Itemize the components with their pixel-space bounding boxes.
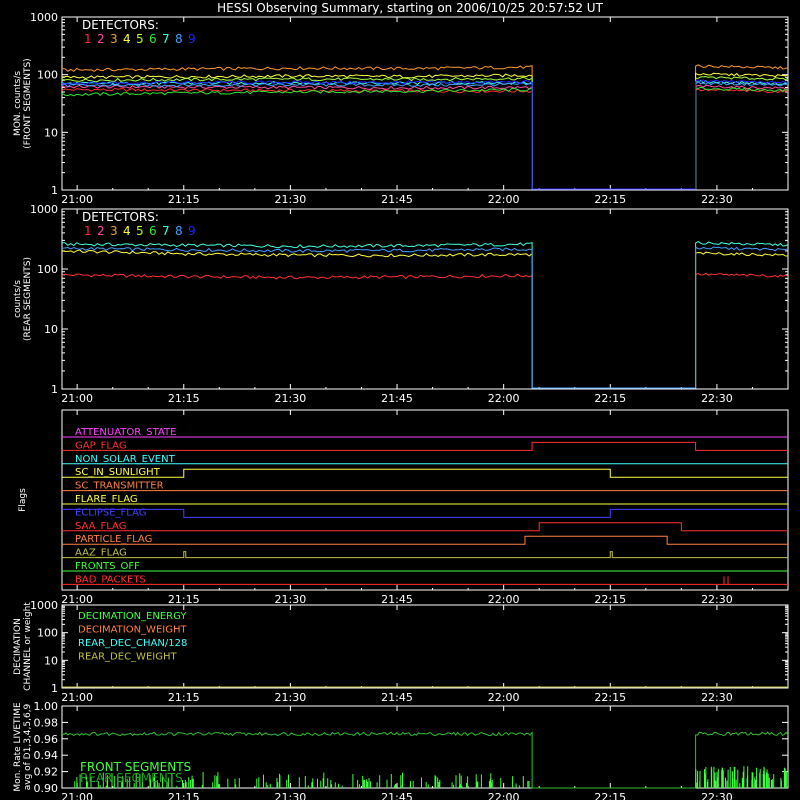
- legend-detector-label: 8: [175, 224, 183, 238]
- series-line-detector-1: [62, 88, 788, 189]
- series-line-detector-4: [62, 250, 788, 388]
- y-axis-label-line: (REAR SEGMENTS): [23, 256, 33, 342]
- flag-label: ECLIPSE_FLAG: [75, 507, 147, 519]
- x-tick-label: 21:30: [274, 392, 307, 405]
- y-axis-label: [13, 702, 33, 792]
- decimation-legend-label: DECIMATION_ENERGY: [78, 611, 187, 622]
- flag-label: SC_IN_SUNLIGHT: [75, 467, 160, 479]
- legend-title: DETECTORS:: [82, 18, 159, 32]
- chart-title: HESSI Observing Summary, starting on 2006/10/25 20:57:52 UT: [217, 1, 603, 15]
- decimation-legend-label: REAR_DEC_CHAN/128: [78, 638, 188, 649]
- series-line-detector-6: [62, 87, 788, 189]
- flag-label: AAZ_FLAG: [75, 547, 127, 559]
- x-tick-label: 22:30: [701, 193, 733, 206]
- x-tick-label: 22:30: [701, 691, 733, 704]
- x-tick-label: 22:00: [487, 193, 520, 206]
- legend-detector-label: 7: [162, 32, 170, 46]
- livetime-legend-label: FRONT SEGMENTS: [80, 760, 192, 774]
- x-tick-label: 21:00: [61, 593, 93, 606]
- x-tick-label: 21:30: [274, 593, 307, 606]
- y-axis-label-line: CHANNEL or weight: [23, 602, 33, 691]
- series-line-detector-1: [62, 273, 788, 388]
- y-axis-label: [13, 58, 33, 148]
- flag-line: [62, 469, 788, 477]
- legend-detector-label: 5: [136, 224, 144, 238]
- legend-detector-label: 6: [149, 224, 157, 238]
- x-tick-label: 22:30: [701, 392, 733, 405]
- y-axis-label-line: counts/s: [13, 280, 23, 318]
- legend-detector-label: 4: [123, 224, 131, 238]
- y-tick-label: 100: [37, 263, 58, 276]
- x-tick-label: 21:00: [61, 691, 93, 704]
- legend-detector-label: 2: [97, 32, 105, 46]
- y-tick-label: 10: [44, 654, 58, 668]
- flag-label: FRONTS_OFF: [75, 561, 140, 572]
- y-tick-label: 100: [37, 626, 58, 640]
- flag-line: [62, 536, 788, 544]
- x-tick-label: 22:15: [594, 791, 627, 800]
- legend-detector-label: 8: [175, 32, 183, 46]
- y-tick-label: 10: [44, 323, 58, 336]
- flag-line: [62, 442, 788, 450]
- series-line-detector-2: [62, 85, 788, 189]
- y-axis-label-line: avg of D1,3,4,5,6,9: [23, 703, 33, 791]
- legend-detector-label: 5: [136, 32, 144, 46]
- legend-title: DETECTORS:: [82, 210, 159, 224]
- y-tick-label: 0.90: [33, 782, 58, 795]
- flag-line: [62, 552, 788, 558]
- x-tick-label: 21:45: [381, 691, 413, 704]
- y-axis-label: [13, 602, 33, 691]
- series-line-detector-8: [62, 247, 788, 388]
- y-tick-label: 100: [37, 68, 58, 82]
- legend-detector-label: 9: [188, 32, 196, 46]
- x-tick-label: 21:30: [274, 791, 307, 800]
- y-tick-label: 0.98: [33, 716, 58, 730]
- legend-detector-label: 3: [110, 32, 118, 46]
- x-tick-label: 22:15: [594, 193, 627, 206]
- x-tick-label: 22:00: [487, 593, 520, 606]
- y-axis-label: [18, 488, 28, 512]
- y-tick-label: 10: [44, 126, 58, 140]
- x-tick-label: 22:30: [701, 791, 733, 800]
- series-line-detector-3: [62, 65, 788, 189]
- x-tick-label: 21:45: [381, 193, 413, 206]
- y-axis-label-line: Mon. Rate LIVETIME: [13, 702, 23, 792]
- y-tick-label: 0.94: [33, 749, 58, 763]
- panel-frame: [62, 209, 788, 389]
- series-line-detector-7: [62, 242, 788, 388]
- series-line-detector-7: [62, 81, 788, 189]
- y-tick-label: 1000: [30, 11, 58, 24]
- flag-label: SAA_FLAG: [75, 520, 127, 532]
- panel-text: [13, 11, 733, 800]
- x-tick-label: 21:00: [61, 193, 93, 206]
- panel-frame: [62, 17, 788, 190]
- x-tick-label: 21:45: [381, 392, 413, 405]
- x-tick-label: 22:00: [487, 791, 520, 800]
- series-line-detector-8: [62, 82, 788, 189]
- series-line-detector-9: [62, 80, 788, 189]
- legend-detector-label: 3: [110, 224, 118, 238]
- flag-label: NON_SOLAR_EVENT: [75, 453, 175, 465]
- x-tick-label: 22:00: [487, 392, 520, 405]
- x-tick-label: 21:15: [167, 791, 200, 800]
- x-tick-label: 22:15: [594, 593, 627, 606]
- x-tick-label: 21:45: [381, 593, 413, 606]
- x-tick-label: 21:15: [167, 593, 200, 606]
- x-tick-label: 22:15: [594, 392, 627, 405]
- flag-line: [62, 509, 788, 517]
- x-tick-label: 22:15: [594, 691, 627, 704]
- legend-detector-label: 2: [97, 224, 105, 238]
- x-tick-label: 21:15: [167, 691, 200, 704]
- legend-detector-label: 6: [149, 32, 157, 46]
- legend-detector-label: 1: [84, 224, 92, 238]
- legend-detector-label: 9: [188, 224, 196, 238]
- y-axis-label-line: Flags: [18, 488, 28, 512]
- y-tick-label: 1: [51, 682, 58, 695]
- y-tick-label: 0.96: [33, 732, 58, 746]
- flag-label: ATTENUATOR_STATE: [75, 427, 177, 438]
- x-tick-label: 21:15: [167, 392, 200, 405]
- series-line-detector-5: [62, 77, 788, 189]
- y-tick-label: 1000: [30, 599, 58, 612]
- y-tick-label: 1.00: [33, 700, 58, 713]
- x-tick-label: 21:00: [61, 392, 93, 405]
- y-axis-label: [13, 257, 33, 341]
- y-tick-label: 0.92: [33, 765, 58, 779]
- y-tick-label: 1: [51, 184, 58, 197]
- y-tick-label: 1000: [30, 203, 58, 216]
- x-tick-label: 21:30: [274, 691, 307, 704]
- flag-label: SC_TRANSMITTER: [75, 480, 164, 492]
- x-tick-label: 21:15: [167, 193, 200, 206]
- flag-label: FLARE_FLAG: [75, 494, 138, 505]
- legend-detector-label: 4: [123, 32, 131, 46]
- flag-label: PARTICLE_FLAG: [75, 534, 153, 546]
- flag-line: [62, 520, 788, 532]
- y-axis-label-line: (FRONT SEGMENTS): [23, 58, 33, 149]
- livetime-legend-label: REAR SEGMENTS: [80, 771, 183, 785]
- x-tick-label: 22:30: [701, 593, 733, 606]
- flag-label: BAD_PACKETS: [75, 574, 146, 586]
- flag-line: [62, 576, 788, 584]
- y-axis-label-line: MON. counts/s: [13, 70, 23, 137]
- y-axis-label-line: DECIMATION: [13, 618, 23, 675]
- x-tick-label: 21:30: [274, 193, 307, 206]
- legend-detector-label: 7: [162, 224, 170, 238]
- flag-label: GAP_FLAG: [75, 440, 127, 452]
- decimation-legend-label: DECIMATION_WEIGHT: [78, 624, 187, 636]
- y-tick-label: 1: [51, 383, 58, 396]
- decimation-legend-label: REAR_DEC_WEIGHT: [78, 651, 177, 663]
- legend-detector-label: 1: [84, 32, 92, 46]
- x-tick-label: 21:00: [61, 791, 93, 800]
- x-tick-label: 22:00: [487, 691, 520, 704]
- x-tick-label: 21:45: [381, 791, 413, 800]
